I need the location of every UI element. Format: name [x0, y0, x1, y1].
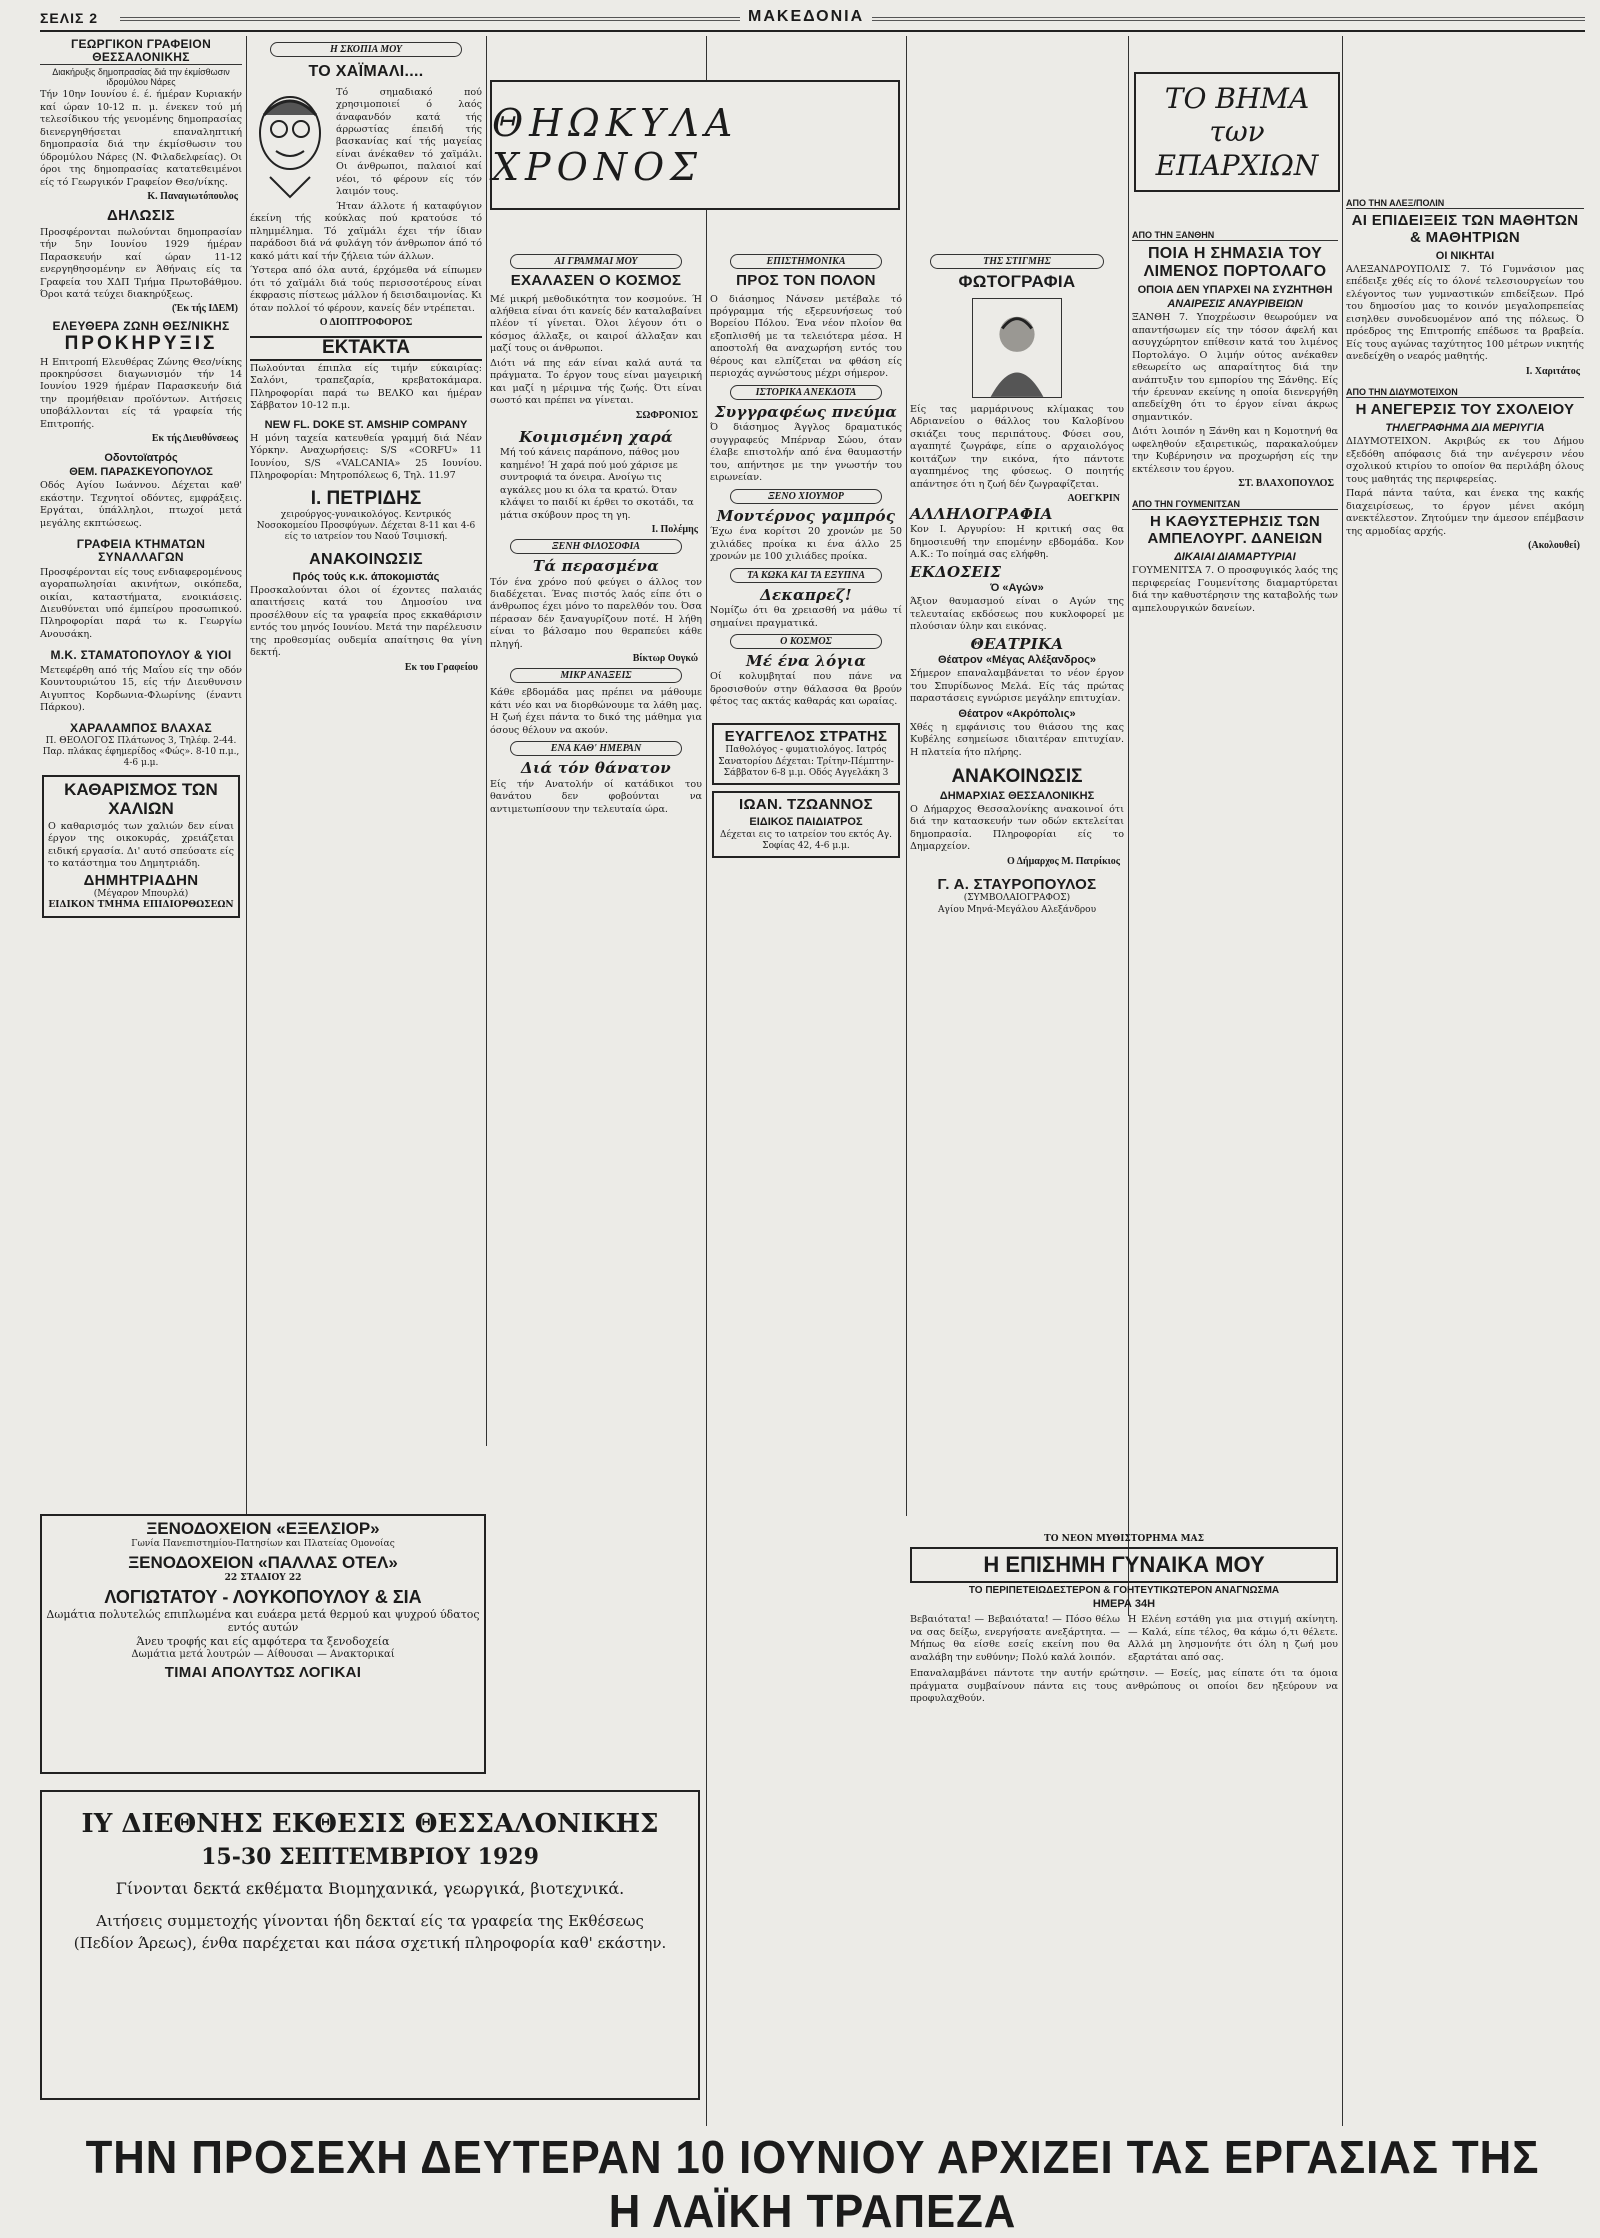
column-rule: [246, 36, 247, 1516]
ad-name: ΕΥΑΓΓΕΛΟΣ ΣΤΡΑΤΗΣ: [724, 727, 888, 745]
section-tag: ΕΠΙΣΤΗΜΟΝΙΚΑ: [730, 254, 882, 269]
signature: Ο Δήμαρχος Μ. Πατρίκιος: [1006, 855, 1120, 867]
article-title: ΓΕΩΡΓΙΚΟΝ ΓΡΑΦΕΙΟΝ ΘΕΣΣΑΛΟΝΙΚΗΣ: [40, 38, 242, 65]
ad-address: 22 ΣΤΑΔΙΟΥ 22: [224, 1572, 302, 1583]
column-rule: [486, 36, 487, 1446]
fair-line: Γίνονται δεκτά εκθέματα Βιομηχανικά, γεωργικά, βιοτεχνικά.: [115, 1878, 625, 1898]
column-rule: [706, 36, 707, 2126]
article-body: Νομίζω ότι θα χρειασθή να μάθω τί σημαίνει πραγματικά.: [710, 605, 902, 629]
column-1: [40, 38, 242, 1478]
article-title: ΔΗΛΩΣΙΣ: [107, 207, 175, 225]
cleaning-ad: [42, 775, 240, 917]
article-body: ΓΟΥΜΕΝΙΤΣΑ 7. Ο προσφυγικός λαός της περιφερείας Γουμενίτσης διαμαρτύρεται διά την καθυστέρησιν της καταβολής των αμπελουργικών δανείων.: [1132, 565, 1338, 614]
fair-title: ΙΥ ΔΙΕΘΝΗΣ ΕΚΘΕΣΙΣ ΘΕΣΣΑΛΟΝΙΚΗΣ: [81, 1809, 659, 1839]
article-body: Διότι λοιπόν η Ξάνθη και η Κομοτηνή θα ωφεληθούν εξαιρετικώς, παρακαλούμεν την Κυβέρνησιν να προχωρήση είς την εκτέλεσιν του έργου.: [1132, 426, 1338, 475]
article-title: ΠΡΟΣ ΤΟΝ ΠΟΛΟΝ: [736, 272, 876, 289]
page-header: [40, 4, 1585, 32]
section-tag: ΑΙ ΓΡΑΜΜΑΙ ΜΟΥ: [510, 254, 682, 269]
banner-title: ΤΟ ΒΗΜΑ των ΕΠΑΡΧΙΩΝ: [1155, 81, 1319, 182]
article-title: Συγγραφέως πνεύμα: [714, 402, 898, 421]
column-6: [1132, 228, 1338, 1568]
serial-title: Η ΕΠΙΣΗΜΗ ΓΥΝΑΙΚΑ ΜΟΥ: [910, 1547, 1338, 1583]
article-body: Παρά πάντα ταύτα, και ένεκα της κακής διαχειρίσεως, το έργον μένει ακόμη ανεκτέλεστον. Ζητούμεν την άμεσον επέμβασιν της αρμοδίας αρχής.: [1346, 488, 1584, 537]
article-body: Χθές η εμφάνισις του θιάσου της κας Κυβέλης εσημείωσε ιδιαιτέραν επιτυχίαν. Η πλατεία ήτο πλήρης.: [910, 721, 1124, 758]
signature: Βίκτωρ Ουγκώ: [632, 653, 698, 665]
source: (Έκ τής ΙΔΕΜ): [172, 303, 238, 315]
article-subtitle: Θέατρον «Ακρόπολις»: [958, 707, 1076, 720]
column-3: [490, 250, 702, 1410]
article-body: Διότι νά πης εάν είναι καλά αυτά τα πράγματα. Το έργον τους είναι μαγειρική και μαζί η μέριμνα τής ζωής. Ότι είναι σωστό και πρέπει να γίνεται.: [490, 357, 702, 407]
article-title: Τά περασμένα: [532, 557, 660, 576]
section-tag: Ο ΚΟΣΜΟΣ: [730, 634, 882, 649]
signature: Εκ του Γραφείου: [404, 661, 478, 673]
continuation-note: (Ακολουθεί): [1528, 540, 1580, 551]
ad-title: Μ.Κ. ΣΤΑΜΑΤΟΠΟΥΛΟΥ & ΥΙΟΙ: [50, 648, 232, 663]
dateline: ΑΠΟ ΤΗΝ ΑΛΕΞ/ΠΟΛΙΝ: [1346, 198, 1584, 209]
article-subtitle: ΤΗΛΕΓΡΑΦΗΜΑ ΔΙΑ ΜΕΡΙΥΓΙΑ: [1385, 422, 1545, 435]
article-title: ΑΛΛΗΛΟΓΡΑΦΙΑ: [910, 504, 1053, 523]
doctor-ad: [712, 723, 900, 785]
article-body: Έχω ένα κορίτσι 20 χρονών με 50 χιλιάδες προίκα κι ένα άλλο 25 χρονών με 100 χιλιάδες προίκα.: [710, 526, 902, 563]
ad-name: ΙΩΑΝ. ΤΖΩΑΝΝΟΣ: [739, 796, 873, 814]
ad-body: Δωμάτια μετά λουτρών — Αίθουσαι — Ανακτορικαί: [131, 1648, 395, 1660]
article-body: Είς τήν Ανατολήν οί κατάδικοι του θανάτου δεν φοβούνται να αντιμετωπίσουν την τελευταία ώρα.: [490, 778, 702, 815]
article-body: Σήμερον επαναλαμβάνεται το νέον έργον του Σπυρίδωνος Μελά. Είς τάς πρώτας παραστάσεις εγνώρισε μεγάλην επιτυχίαν.: [910, 668, 1124, 705]
article-title: Μέ ένα λόγια: [745, 651, 867, 670]
article-title: ΑΝΑΚΟΙΝΩΣΙΣ: [951, 766, 1083, 788]
portrait-illustration: [972, 298, 1062, 398]
article-title: ΑΝΑΚΟΙΝΩΣΙΣ: [309, 551, 423, 569]
ad-body: Δέχεται εις το ιατρείον του εκτός Αγ. Σοφίας 42, 4-6 μ.μ.: [720, 829, 892, 851]
article-title: ΕΚΔΟΣΕΙΣ: [910, 562, 1002, 581]
article-body: Οί κολυμβηταί που πάνε να δροσισθούν στην θάλασσα θα βρούν φέτος τας ακτάς καθαράς και ωραίας.: [710, 671, 902, 708]
hotel-ad: [40, 1514, 486, 1774]
ad-title: ΧΑΡΑΛΑΜΠΟΣ ΒΛΑΧΑΣ: [70, 721, 212, 736]
signature: Ι. Πολέμης: [651, 524, 698, 536]
article-body: Η Ελένη εστάθη για μια στιγμή ακίνητη. — Καλά, είπε τέλος, θα κάμω ό,τι θέλετε. Αλλά μη λησμονήτε ότι όλη η ζωή μου εξαρτάται από σας.: [1128, 1614, 1338, 1663]
ad-name: Γ. Α. ΣΤΑΥΡΟΠΟΥΛΟΣ: [937, 875, 1097, 893]
article-subtitle: Ό «Αγών»: [990, 582, 1044, 595]
ad-owner: ΛΟΓΙΩΤΑΤΟΥ - ΛΟΥΚΟΠΟΥΛΟΥ & ΣΙΑ: [104, 1586, 422, 1607]
dateline: ΑΠΟ ΤΗΝ ΞΑΝΘΗΝ: [1132, 230, 1338, 241]
ad-title: NEW FL. DOKE ST. AMSHIP COMPANY: [264, 418, 468, 431]
article-title: ΦΩΤΟΓΡΑΦΙΑ: [958, 272, 1076, 291]
signature: Ο ΔΙΟΠΤΡΟΦΟΡΟΣ: [319, 317, 413, 329]
ad-body: Μετεφέρθη από τής Μαΐου είς την οδόν Κουντουριώτου 15, είς τήν Διευθυνσιν Αιγυπτος Κορδωνια-Φλωρίνης (έναντι Πάρκου).: [40, 664, 242, 713]
article-subtitle: ΔΙΚΑΙΑΙ ΔΙΑΜΑΡΤΥΡΙΑΙ: [1174, 551, 1296, 564]
article-title: ΕΛΕΥΘΕΡΑ ΖΩΝΗ ΘΕΣ/ΝΙΚΗΣ: [52, 319, 230, 334]
vima-banner: [1134, 72, 1340, 192]
article-title: Διά τόν θάνατον: [521, 759, 671, 778]
ad-title: ΞΕΝΟΔΟΧΕΙΟΝ «ΕΞΕΛΣΙΟΡ»: [146, 1519, 380, 1538]
page-number: ΣΕΛΙΣ 2: [40, 10, 104, 26]
column-rule: [906, 36, 907, 1516]
article-subtitle: ΠΡΟΚΗΡΥΞΙΣ: [64, 332, 218, 354]
ad-footer: ΕΙΔΙΚΟΝ ΤΜΗΜΑ ΕΠΙΔΙΟΡΘΩΣΕΩΝ: [48, 900, 234, 911]
article-body: ΞΑΝΘΗ 7. Υποχρέωσιν θεωρούμεν να απαντήσωμεν είς την τόσον άφελή και ασυγχώρητον επίθεσιν κατά του λιμένος Πορτολάγο. Ο λιμήν ούτος ανέκαθεν εθεωρείτο ως απαραίτητος διά την ανάπτυξιν του εμπορίου της Ξάνθης. Είς τήν έρευναν εκείνης η οποία διενεργήθη απεδείχθη ότι το έργον είναι άκρως σημαντικόν.: [1132, 312, 1338, 423]
article-body: Ο διάσημος Νάνσεν μετέβαλε τό πρόγραμμα τής εξερευνήσεως τού Βορείου Πόλου. Ένα νέον πλοίον θα εξοπλισθή με τα τελειότερα μέσα. Η αποστολή θα αναχωρήση εντός του θέρους και ελπίζεται να φθάση είς περιοχάς αγνώστους μέχρι σήμερον.: [710, 293, 902, 380]
article-title: ΓΡΑΦΕΙΑ ΚΤΗΜΑΤΩΝ ΣΥΝΑΛΛΑΓΩΝ: [76, 537, 206, 565]
ad-title: Οδοντοϊατρός: [104, 452, 178, 465]
masthead: ΜΑΚΕΔΟΝΙΑ: [740, 8, 872, 26]
ad-title: ΚΑΘΑΡΙΣΜΟΣ ΤΩΝ ΧΑΛΙΩΝ: [64, 780, 218, 819]
ad-subtitle: (ΣΥΜΒΟΛΑΙΟΓΡΑΦΟΣ): [963, 893, 1071, 904]
article-subtitle: ΟΙ ΝΙΚΗΤΑΙ: [1435, 250, 1495, 262]
article-subtitle: ΑΝΑΙΡΕΣΙΣ ΑΝΑΥΡΙΒΕΙΩΝ: [1167, 298, 1303, 311]
article-body: Επαναλαμβάνει πάντοτε την αυτήν ερώτησιν. — Εσείς, μας είπατε ότι τα όμοια πράγματα συμβαίνουν πάντα εις τους ανθρώπους οι οποίοι δεν ηξεύρουν να προφυλαχθούν.: [910, 1668, 1338, 1705]
article-body: Βεβαιότατα! — Βεβαιότατα! — Πόσο θέλω να σας δείξω, ενεργήσατε ανεξάρτητα. — Μήπως θα είσθε εσείς εκείνη που θα αναλάβη την ευθύνην; Πολύ καλά λοιπόν.: [910, 1614, 1120, 1663]
article-title: Δεκαπρεζ!: [760, 585, 852, 604]
article-body: Ο Δήμαρχος Θεσσαλονίκης ανακοινοί ότι διά την κατασκευήν των οδών εκτελείται δημοπρασία. Πληροφορίαι είς το Δημαρχείον.: [910, 803, 1124, 853]
article-body: Άξιον θαυμασμού είναι ο Αγών της τελευταίας εκδόσεως που κυκλοφορεί με πλούσιαν ύλην και εικόνας.: [910, 596, 1124, 633]
column-4: [710, 250, 902, 1990]
column-2: [250, 38, 482, 1478]
signature: ΣΤ. ΒΛΑΧΟΠΟΥΛΟΣ: [1238, 478, 1334, 490]
section-tag: ΜΙΚΡ ΑΝΑΞΕΙΣ: [510, 668, 682, 683]
article-body: ΑΛΕΞΑΝΔΡΟΥΠΟΛΙΣ 7. Τό Γυμνάσιον μας επέδειξε χθές είς το όλονέ τελεσιουργείων του ελέγοντος των γυμναστικών επιδείξεων. Πρό του δημοσίου μας το κοινόν μεγαλοπρεπείας εισηλθεν συνοδευομένον από της πόλεως. Ό πρόεδρος της Επιτροπής επέδωσε τα βραβεία. Είς τους αγώνας ταχύτητος 100 μέτρων νικητής ανεδείχθη ο νεαρός μαθητής.: [1346, 264, 1584, 363]
article-title: Μοντέρνος γαμπρός: [716, 506, 896, 525]
fair-line: Αιτήσεις συμμετοχής γίνονται ήδη δεκταί είς τα γραφεία της Εκθέσεως (Πεδίον Άρεως), ένθα παρέχεται και πάσα σχετική πληροφορία καθ' εκάστην.: [73, 1911, 667, 1953]
article-title: ΕΧΑΛΑΣΕΝ Ο ΚΟΣΜΟΣ: [510, 272, 682, 289]
poem-title: Κοιμισμένη χαρά: [519, 427, 673, 446]
signature: ΣΩΦΡΟΝΙΟΣ: [635, 409, 698, 421]
section-tag: ΤΑ ΚΩΚΑ ΚΑΙ ΤΑ ΕΞΥΠΝΑ: [730, 568, 882, 583]
ad-body: Άνευ τροφής και είς αμφότερα τα ξενοδοχεία: [136, 1635, 390, 1649]
article-body: Η Επιτροπή Ελευθέρας Ζώνης Θεσ/νίκης προκηρύσσει διαγωνισμόν τήν 14 Ιουνίου 1929 ήμέραν Παρασκευήν διά την προμήθειαν προϊόντων. Αιτήσεις υποβάλλονται είς τά γραφεία τής Επιτροπής.: [40, 356, 242, 430]
article-title: ΠΟΙΑ Η ΣΗΜΑΣΙΑ ΤΟΥ ΛΙΜΕΝΟΣ ΠΟΡΤΟΛΑΓΟ: [1143, 245, 1327, 280]
serial-subtitle: ΤΟ ΠΕΡΙΠΕΤΕΙΩΔΕΣΤΕΡΟΝ & ΓΟΗΤΕΥΤΙΚΩΤΕΡΟΝ ΑΝΑΓΝΩΣΜΑ: [968, 1585, 1280, 1597]
article-body: Προσφέρονται πωλούνται δημοπρασίαν τήν 5ην Ιουνίου 1929 ήμέραν Παρασκευήν καί ώραν 11-12 ενεργηθησομένην εν Άθήναις είς τα Γραφεία του ΧΔΠ Τμήμα Πρωτοβάθμου. Όροι κατά τεύχει διακηρύξεως.: [40, 226, 242, 300]
ad-body: Ο καθαρισμός των χαλιών δεν είναι έργον της οικοκυράς, χρειάζεται ειδική εργασία. Δι' αυτό σπεύσατε είς το κατάστημα του Δημητριάδη.: [48, 820, 234, 870]
ad-title: Ι. ΠΕΤΡΙΔΗΣ: [310, 487, 422, 509]
article-title: ΤΟ ΧΑΪΜΑΛΙ....: [308, 63, 424, 80]
banner-title: ΘΗΩΚΥΛΑ ΧΡΟΝΟΣ: [492, 101, 739, 189]
poem-body: Μή τού κάνεις παράπονο, πάθος μου καημένο! Ή χαρά πού μού χάρισε με συντροφιά τα όνειρα. Ανοίγω τις αγκάλες μου κι όλα τα κρατώ. Όταν κλάψει το παιδί κι έρθει το σκοτάδι, τα μάτια σκύβουν προς τη γη.: [500, 447, 694, 521]
article-title: Η ΑΝΕΓΕΡΣΙΣ ΤΟΥ ΣΧΟΛΕΙΟΥ: [1355, 400, 1575, 418]
dateline: ΑΠΟ ΤΗΝ ΔΙΔΥΜΟΤΕΙΧΟΝ: [1346, 387, 1584, 398]
article-body: Τόν ένα χρόνο πού φεύγει ο άλλος τον διαδέχεται. Ένας πιστός λαός είπε ότι ο άνθρωπος έχει μόνο το παρελθόν του. Όσα πέρασαν δέν ξαναγυρίζουν ποτέ. Η λήθη είναι το βάλσαμο που θεραπεύει κάθε πληγή.: [490, 576, 702, 650]
section-tag: ΞΕΝΟ ΧΙΟΥΜΟΡ: [730, 489, 882, 504]
ad-body: Οδός Αγίου Ιωάννου. Δέχεται καθ' εκάστην. Τεχνητοί οδόντες, εμφράξεις. Εργάται, ύπάλληλοι, πτωχοί μετά μεγάλης εκπτώσεως.: [40, 480, 242, 529]
article-subtitle: ΔΗΜΑΡΧΙΑΣ ΘΕΣΣΑΛΟΝΙΚΗΣ: [939, 789, 1095, 802]
section-tag: ΞΕΝΗ ΦΙΛΟΣΟΦΙΑ: [510, 539, 682, 554]
article-subtitle: Διακήρυξις δημοπρασίας διά την έκμίσθωσιν ιδρομύλου Νάρες: [52, 67, 230, 88]
article-body: Κάθε εβδομάδα μας πρέπει να μάθουμε κάτι νέο και να διορθώνουμε τα λάθη μας. Η ζωή έχει πάντα το δικό της μάθημα για όσους θέλουν να ακούν.: [490, 687, 702, 736]
caricature-illustration: [250, 91, 330, 201]
ad-address: (Μέγαρον Μπουρλά): [93, 889, 189, 900]
article-body: Μέ μικρή μεθοδικότητα τον κοσμούνε. Ή αλήθεια είναι ότι κανείς δέν καταλαβαίνει πλέον τί γίνεται. Όλοι λέγουν ότι ο κόσμος άλλαξε, οι καιροί άλλαξαν και μαζί τους οι άνθρωποι.: [490, 293, 702, 355]
serial-novel: [910, 1534, 1338, 2114]
chronos-banner: [490, 80, 900, 210]
signature: Κ. Παναγιωτόπουλος: [147, 191, 238, 203]
section-tag: ΤΗΣ ΣΤΙΓΜΗΣ: [930, 254, 1104, 269]
article-body: Πωλούνται έπιπλα είς τιμήν εύκαιρίας: Σαλόνι, τραπεζαρία, κρεβατοκάμαρα. Πληροφορίαι παρά τω ΒΕΛΚΟ και ήμέραν Σάββατον 10-12 π.μ.: [250, 362, 482, 412]
ad-name: ΘΕΜ. ΠΑΡΑΣΚΕΥΟΠΟΥΛΟΣ: [69, 466, 213, 479]
dateline: ΑΠΟ ΤΗΝ ΓΟΥΜΕΝΙΤΣΑΝ: [1132, 499, 1338, 510]
article-subtitle: ΟΠΟΙΑ ΔΕΝ ΥΠΑΡΧΕΙ ΝΑ ΣΥΖΗΤΗΘΗ: [1137, 284, 1333, 297]
ad-title: ΞΕΝΟΔΟΧΕΙΟΝ «ΠΑΛΛΑΣ ΟΤΕΛ»: [128, 1552, 398, 1572]
article-subtitle: Πρός τούς κ.κ. άποκομιστάς: [292, 570, 440, 583]
footer-headline: ΤΗΝ ΠΡΟΣΕΧΗ ΔΕΥΤΕΡΑΝ 10 ΙΟΥΝΙΟΥ ΑΡΧΙΖΕΙ ΤΑΣ ΕΡΓΑΣΙΑΣ ΤΗΣ Η ΛΑΪΚΗ ΤΡΑΠΕΖΑ: [85, 2131, 1540, 2237]
article-title: ΘΕΑΤΡΙΚΑ: [970, 634, 1064, 653]
article-body: Ό διάσημος Άγγλος δραματικός συγγραφεύς Μπέρναρ Σώου, όταν έλαβε επιστολήν από ένα θαυμαστήν του, απήντησε με την γνωστήν του ειρωνείαν.: [710, 422, 902, 484]
column-7: [1346, 196, 1584, 2116]
column-rule: [1128, 36, 1129, 1616]
article-body: Προσφέρονται είς τους ενδιαφερομένους αγοραπωλησίαι ακινήτων, οικόπεδα, οικίαι, καταστήματα, ενοικιάσεις. Διευθύνεται υπό έμπείρου προσωπικού. Πληροφορίαι παρά τω κ. Γεωργίω Ανουσάκη.: [40, 566, 242, 640]
serial-lead: ΤΟ ΝΕΟΝ ΜΥΘΙΣΤΟΡΗΜΑ ΜΑΣ: [1044, 1534, 1204, 1544]
ad-body: χειρούργος-γυναικολόγος. Κεντρικός Νοσοκομείου Προσφύγων. Δέχεται 8-11 και 4-6 είς το ιατρείον του Ναού Τσιμισκή.: [256, 509, 476, 543]
section-tag: ΙΣΤΟΡΙΚΑ ΑΝΕΚΔΟΤΑ: [730, 385, 882, 400]
article-body: Κον Ι. Αργυρίου: Η κριτική σας θα δημοσιευθή την επομένην εβδομάδα. Κον Α.Κ.: Το ποίημά σας ελήφθη.: [910, 524, 1124, 561]
ad-name: ΔΗΜΗΤΡΙΑΔΗΝ: [83, 871, 199, 889]
signature: Ι. Χαριτάτος: [1525, 365, 1580, 377]
section-tag: ΕΝΑ ΚΑΘ' ΗΜΕΡΑΝ: [510, 741, 682, 756]
fair-dates: 15-30 ΣΕΠΤΕΜΒΡΙΟΥ 1929: [201, 1843, 539, 1870]
article-body: Ήταν άλλοτε ή καταφύγιον έκείνη τής κούκλας πού κρατούσε τό πλημμέλημα. Τό χαϊμάλι έχει τήν ίδιαν παράδοσι διά νά φυλάγη τόν άνθρωπον άπό τό κακό μάτι καί τήν ζήλεια τών άλλων.: [250, 200, 482, 262]
serial-day: ΗΜΕΡΑ 34Η: [1092, 1598, 1156, 1611]
ad-body: Π. ΘΕΟΛΟΓΟΣ Πλάτωνος 3, Τηλέφ. 2-44. Παρ. πλάκας έφημερίδος «Φώς». 8-10 π.μ., 4-6 μ.μ.: [42, 735, 240, 769]
article-body: ΔΙΔΥΜΟΤΕΙΧΟΝ. Ακριβώς εκ του Δήμου εξεδόθη απόφασις διά την ανέγερσιν νέου σχολικού κτιρίου το οποίον θα περιλάβη όλους τους μαθητάς της περιφερείας.: [1346, 436, 1584, 485]
ad-body: Παθολόγος - φυματιολόγος. Ιατρός Σανατορίου Δέχεται: Τρίτην-Πέμπτην-Σάββατον 6-8 μ.μ. Οδός Αγγελάκη 3: [718, 745, 894, 778]
doctor-ad: [712, 791, 900, 858]
ad-body: Η μόνη ταχεία κατευθεία γραμμή διά Νέαν Υόρκην. Αναχωρήσεις: S/S «CORFU» 11 Ιουνίου, S/S «VALCANIA» 25 Ιουνίου. Πληροφορίαι: Μητροπόλεως 6, Τηλ. 11.97: [250, 432, 482, 482]
serial-columns: [910, 1612, 1338, 1666]
ad-subtitle: ΕΙΔΙΚΟΣ ΠΑΙΔΙΑΤΡΟΣ: [749, 815, 863, 828]
ad-price: ΤΙΜΑΙ ΑΠΟΛΥΤΩΣ ΛΟΓΙΚΑΙ: [164, 1664, 362, 1682]
ad-body: Δωμάτια πολυτελώς επιπλωμένα και ευάερα μετά θερμού και ψυχρού ύδατος εντός αυτών: [46, 1607, 480, 1635]
section-tag: Η ΣΚΟΠΙΑ ΜΟΥ: [270, 42, 462, 57]
article-body: Τήν 10ην Ιουνίου έ. έ. ήμέραν Κυριακήν καί ώραν 10-12 π. μ. ένεκεν τού μή τελεσίδικου τής γενομένης δημοπρασίας διενεργηθήσεται επαναληπτική δημοπρασία διά την έκμίσθωσιν του ύδρομύλου Νάρες (Ν. Φιλαδελφείας). Οι όροι της δημοπρασίας κατατεθειμένοι είς τό Γεωργικόν Γραφείον Θεσ/νίκης.: [40, 89, 242, 188]
column-5: [910, 250, 1124, 1540]
article-body: Ύστερα από όλα αυτά, έρχόμεθα νά είπωμεν ότι τό χαϊμάλι διά τούς περισσοτέρους είναι έκφρασις πίστεως μάλλον ή δεισιδαιμονίας. Κι όταν πολλοί τό φέρουν, κανείς δέν ντρέπεται.: [250, 265, 482, 314]
column-rule: [1342, 36, 1343, 2126]
signature: Εκ τής Διευθύνσεως: [151, 433, 238, 445]
article-body: Είς τας μαρμάρινους κλίμακας του Αδριανείου ο θάλλος του Καλοβίνου σκιάζει τους περιπάτους. Φύσει σου, αγαπητέ ζωγράφε, είπε ο αρχαιολόγος κοιτάζων την εικόνα, ήτο πάντοτε αγαπημένος της φύσεως. Ο ποιητής απάντησε ότι η ζωή δέν ζωγραφίζεται.: [910, 403, 1124, 490]
ad-address: Γωνία Πανεπιστημίου-Πατησίων και Πλατείας Ομονοίας: [131, 1538, 395, 1549]
signature: ΑΟΕΓΚΡΙΝ: [1067, 492, 1120, 504]
article-title: ΑΙ ΕΠΙΔΕΙΞΕΙΣ ΤΩΝ ΜΑΘΗΤΩΝ & ΜΑΘΗΤΡΙΩΝ: [1351, 212, 1579, 246]
article-body: Προσκαλούνται όλοι οί έχοντες παλαιάς απαιτήσεις κατά του Δημοσίου ινα προσέλθουν είς τα γραφεία προς εκκαθάρισιν εντός του μηνός Ιουνίου. Μετά την παρέλευσιν της προθεσμίας ουδεμία απαίτησις θα γίνη δεκτή.: [250, 584, 482, 659]
article-body: Τό σημαδιακό πού χρησιμοποιεί ό λαός άναφανδόν κατά τής άρρωστίας έπειδή τής βασκανίας καί τής μαγείας είναι άνέκαθεν τό χαϊμάλι. Οι άνθρωποι, παλαιοί καί νέοι, τό φέρουν είς τόν λαιμόν τους.: [336, 86, 482, 198]
article-title: Η ΚΑΘΥΣΤΕΡΗΣΙΣ ΤΩΝ ΑΜΠΕΛΟΥΡΓ. ΔΑΝΕΙΩΝ: [1147, 513, 1323, 547]
article-subtitle: Θέατρον «Μέγας Αλέξανδρος»: [937, 654, 1097, 667]
ad-body: Αγίου Μηνά-Μεγάλου Αλεξάνδρου: [937, 904, 1097, 915]
fair-ad: [40, 1790, 700, 2100]
article-title: ΕΚΤΑΚΤΑ: [250, 336, 482, 361]
